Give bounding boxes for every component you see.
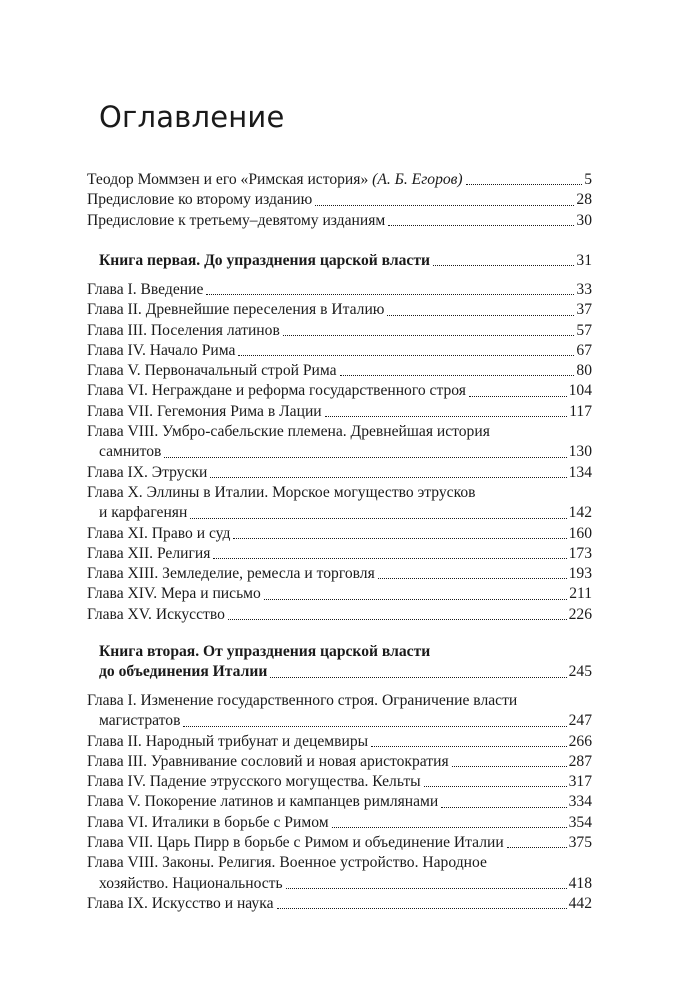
toc-page-number: 287 xyxy=(568,752,592,770)
toc-page-number: 28 xyxy=(576,191,592,209)
leader-dots xyxy=(206,294,574,295)
toc-entry-title: Глава XII. Религия xyxy=(87,544,211,562)
toc-entry[interactable] xyxy=(87,463,592,483)
toc-entry-title: Глава XI. Право и суд xyxy=(87,524,231,542)
toc-entry-title: Глава IV. Падение этрусского могущества. Кельты xyxy=(87,773,421,791)
toc-entry-title: до объединения Италии xyxy=(99,663,268,681)
toc-entry[interactable] xyxy=(87,211,592,231)
toc-entry[interactable] xyxy=(87,605,592,625)
book1-heading xyxy=(87,251,592,271)
toc-entry[interactable] xyxy=(87,732,592,752)
toc-page-number: 334 xyxy=(568,793,592,811)
toc-page-number: 142 xyxy=(568,504,592,522)
toc-entry-title: Глава VII. Гегемония Рима в Лации xyxy=(87,402,322,420)
leader-dots xyxy=(469,396,567,397)
toc-entry-title: Глава XIII. Земледелие, ремесла и торговля xyxy=(87,565,375,583)
leader-dots xyxy=(277,908,567,909)
toc-entry-title: Книга первая. До упразднения царской власти xyxy=(99,252,431,269)
toc-page-number: 173 xyxy=(568,544,592,562)
toc-entry-title: Глава VI. Неграждане и реформа государственного строя xyxy=(87,382,466,400)
toc-entry-title-line1: Глава I. Изменение государственного строя. Ограничение власти xyxy=(87,692,518,709)
toc-entry[interactable] xyxy=(87,190,592,210)
toc-entry-multiline[interactable] xyxy=(87,422,592,463)
toc-page-number: 80 xyxy=(576,362,592,380)
leader-dots xyxy=(264,599,567,600)
toc-entry-title: Глава II. Народный трибунат и децемвиры xyxy=(87,732,369,750)
toc-entry-title: Глава II. Древнейшие переселения в Италию xyxy=(87,301,385,319)
toc-page-number: 442 xyxy=(568,894,592,912)
leader-dots xyxy=(286,888,567,889)
toc-entry-title: Глава VII. Царь Пирр в борьбе с Римом и объединение Италии xyxy=(87,834,504,852)
toc-entry-title: Глава I. Введение xyxy=(87,281,204,298)
toc-entry-title-line1: Глава VIII. Умбро-сабельские племена. Древнейшая история xyxy=(87,423,490,441)
toc-page-number: 211 xyxy=(569,585,592,603)
toc-entry[interactable] xyxy=(87,402,592,422)
leader-dots xyxy=(210,477,566,478)
leader-dots xyxy=(213,558,566,559)
book2-heading xyxy=(87,642,592,683)
toc-entry[interactable] xyxy=(87,341,592,361)
toc-entry-title: Предисловие ко второму изданию xyxy=(87,191,313,209)
toc-page-number: 375 xyxy=(568,834,592,852)
toc-entry-title: Глава XV. Искусство xyxy=(87,605,225,623)
toc-entry-title: Глава IX. Этруски xyxy=(87,463,208,481)
toc-entry-title: Глава XIV. Мера и письмо xyxy=(87,585,261,603)
leader-dots xyxy=(164,457,566,458)
intro-section xyxy=(87,170,592,231)
leader-dots xyxy=(233,538,566,539)
toc-entry[interactable] xyxy=(87,251,592,271)
toc-entry-title: хозяйство. Национальность xyxy=(99,874,283,892)
toc-entry[interactable] xyxy=(87,662,592,682)
toc-entry[interactable] xyxy=(87,361,592,381)
toc-page-number: 160 xyxy=(568,524,592,542)
toc-page-number: 193 xyxy=(568,565,592,583)
toc-entry[interactable] xyxy=(87,894,592,914)
toc-entry-multiline[interactable] xyxy=(87,483,592,524)
toc-page-number: 117 xyxy=(569,402,592,420)
toc-entry[interactable] xyxy=(87,772,592,792)
toc-page-number: 266 xyxy=(568,732,592,750)
leader-dots xyxy=(332,827,567,828)
leader-dots xyxy=(238,355,574,356)
toc-entry-title: самнитов xyxy=(99,443,162,461)
toc-entry xyxy=(87,711,592,731)
leader-dots xyxy=(441,807,566,808)
toc-entry[interactable] xyxy=(87,544,592,564)
toc-entry[interactable] xyxy=(87,584,592,604)
toc-entry[interactable] xyxy=(87,524,592,544)
toc-entry[interactable] xyxy=(87,752,592,772)
toc-entry-multiline[interactable] xyxy=(87,853,592,894)
leader-dots xyxy=(466,184,583,185)
page-title: Оглавление xyxy=(99,100,285,134)
leader-dots xyxy=(387,315,574,316)
leader-dots xyxy=(378,578,567,579)
toc-entry-title: Глава III. Уравнивание сословий и новая аристократия xyxy=(87,752,449,770)
toc-page-number: 418 xyxy=(568,874,592,892)
toc-entry-title: и карфагенян xyxy=(99,504,188,522)
toc-entry[interactable] xyxy=(87,792,592,812)
leader-dots xyxy=(315,205,574,206)
toc-page-number: 134 xyxy=(568,463,592,481)
toc-entry-title: Глава IV. Начало Рима xyxy=(87,341,236,359)
leader-dots xyxy=(388,225,574,226)
leader-dots xyxy=(340,375,575,376)
toc-entry[interactable] xyxy=(87,170,592,190)
leader-dots xyxy=(190,518,566,519)
leader-dots xyxy=(228,619,567,620)
toc-entry[interactable] xyxy=(87,813,592,833)
book2-chapters xyxy=(87,691,592,914)
toc-entry-title: Глава VI. Италики в борьбе с Римом xyxy=(87,813,329,831)
book1-chapters xyxy=(87,280,592,625)
toc-entry-title-line1: Глава X. Эллины в Италии. Морское могущество этрусков xyxy=(87,483,476,501)
toc-entry xyxy=(87,503,592,523)
leader-dots xyxy=(433,265,574,266)
toc-page-number: 247 xyxy=(568,712,592,730)
toc-entry[interactable] xyxy=(87,321,592,341)
toc-entry-title: Глава IX. Искусство и наука xyxy=(87,894,274,912)
toc-entry xyxy=(87,442,592,462)
toc-page-number: 67 xyxy=(576,341,592,359)
toc-entry[interactable] xyxy=(87,564,592,584)
leader-dots xyxy=(325,416,568,417)
leader-dots xyxy=(424,786,567,787)
toc-page-number: 37 xyxy=(576,301,592,319)
toc-page-number: 30 xyxy=(576,211,592,229)
toc-page-number: 245 xyxy=(568,663,592,681)
toc-page-number: 354 xyxy=(568,813,592,831)
toc-page-number: 104 xyxy=(568,382,592,400)
leader-dots xyxy=(183,726,566,727)
toc-page-number: 226 xyxy=(568,605,592,623)
toc-entry xyxy=(87,874,592,894)
toc-entry-title-line1: Глава VIII. Законы. Религия. Военное устройство. Народное xyxy=(87,854,487,872)
book2-heading-line1: Книга вторая. От упразднения царской власти xyxy=(99,643,431,660)
toc-page-number: 57 xyxy=(576,321,592,339)
toc-entry[interactable] xyxy=(87,280,592,300)
toc-entry-multiline[interactable] xyxy=(87,691,592,732)
leader-dots xyxy=(507,847,567,848)
toc-entry-title: Глава V. Первоначальный строй Рима xyxy=(87,362,337,380)
toc-page-number: 33 xyxy=(576,281,592,298)
leader-dots xyxy=(283,335,575,336)
toc-entry[interactable] xyxy=(87,833,592,853)
toc-page-number: 5 xyxy=(584,171,592,188)
toc-entry[interactable] xyxy=(87,300,592,320)
leader-dots xyxy=(371,746,567,747)
toc-entry[interactable] xyxy=(87,381,592,401)
toc-entry-title: Теодор Моммзен и его «Римская история» (А. Б. Егоров) xyxy=(87,171,463,188)
toc-entry-title: магистратов xyxy=(99,712,181,730)
toc-entry-title: Глава V. Покорение латинов и кампанцев римлянами xyxy=(87,793,439,811)
leader-dots xyxy=(270,677,566,678)
toc-page-number: 31 xyxy=(576,252,592,269)
leader-dots xyxy=(452,766,567,767)
toc-entry-title: Предисловие к третьему–девятому изданиям xyxy=(87,211,386,229)
toc-page-number: 130 xyxy=(568,443,592,461)
toc-entry-title: Глава III. Поселения латинов xyxy=(87,321,280,339)
toc-page-number: 317 xyxy=(568,773,592,791)
